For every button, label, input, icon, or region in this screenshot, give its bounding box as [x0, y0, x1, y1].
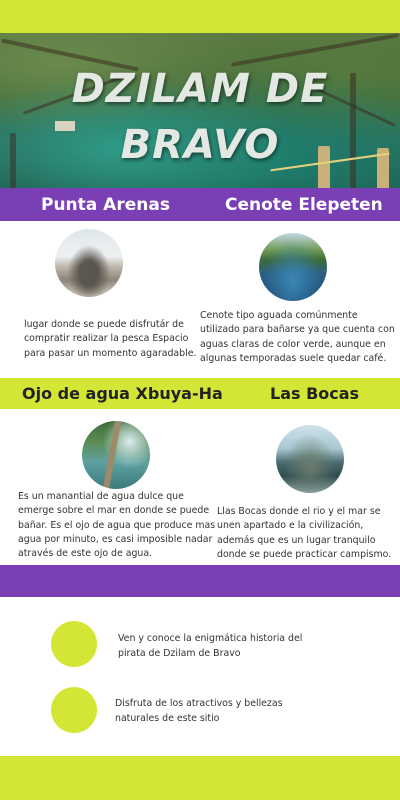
ojo-de-agua-photo — [82, 421, 150, 489]
section-header-band — [0, 188, 400, 221]
section-title-cenote-elepeten: Cenote Elepeten — [225, 195, 383, 215]
bullet-dot — [51, 621, 97, 667]
bottom-accent-bar — [0, 756, 400, 800]
las-bocas-description: Llas Bocas donde el rio y el mar se unen apartado e la civilización, además que es un lugar tranquilo donde se puede practicar campismo. — [217, 506, 392, 560]
section-title-punta-arenas: Punta Arenas — [41, 195, 170, 215]
las-bocas-photo — [276, 425, 344, 493]
top-accent-bar — [0, 0, 400, 33]
ojo-de-agua-description: Es un manantial de agua dulce que emerge sobre el mar en donde se puede bañar. Es el ojo de agua que produce mas agua por minuto, es casi imposible nadar através de este ojo de agua. — [18, 491, 216, 560]
highlight-text: Ven y conoce la enigmática historia del pirata de Dzilam de Bravo — [118, 633, 303, 659]
punta-arenas-photo — [55, 229, 123, 297]
cenote-elepeten-photo — [259, 233, 327, 301]
cenote-elepeten-description: Cenote tipo aguada comúnmente utilizado para bañarse ya que cuenta con aguas claras de color verde, aunque en algunas temporadas suele quedar café. — [200, 310, 395, 364]
punta-arenas-description: lugar donde se puede disfrutár de compratir realizar la pesca Espacio para pasar un momento agaradable. — [24, 319, 197, 359]
hero-banner — [0, 33, 400, 188]
hero-title: DZILAM DE BRAVO — [71, 66, 329, 168]
section-title-las-bocas: Las Bocas — [270, 384, 360, 403]
section-header-band — [0, 378, 400, 409]
highlight-text: Disfruta de los atractivos y bellezas naturales de este sitio — [115, 698, 283, 724]
divider-band — [0, 565, 400, 597]
bullet-dot — [51, 687, 97, 733]
section-title-ojo-de-agua: Ojo de agua Xbuya-Ha — [22, 384, 223, 403]
